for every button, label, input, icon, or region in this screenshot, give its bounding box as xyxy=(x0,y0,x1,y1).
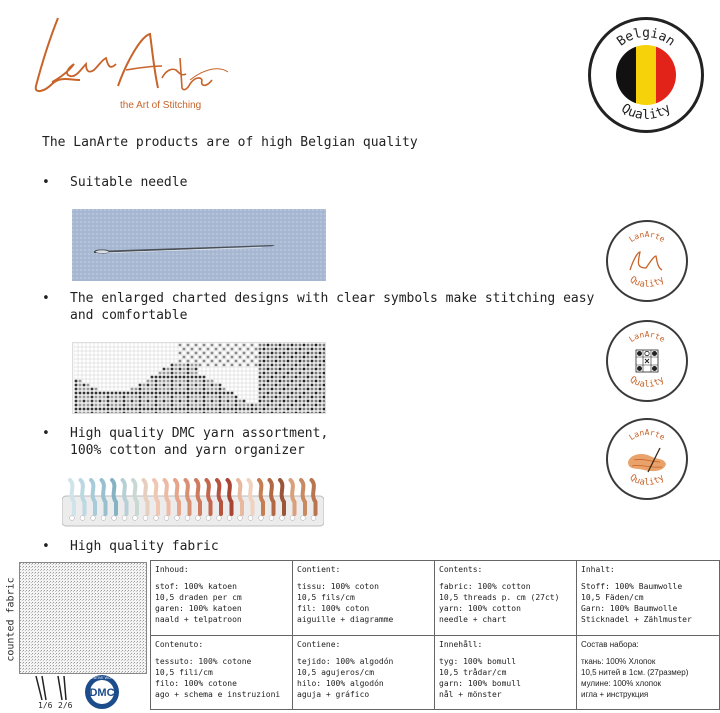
cell-line: tejido: 100% algodón xyxy=(297,657,394,666)
dmc-ring-text: CREATIVE WORLD xyxy=(86,676,118,680)
page-headline: The LanArte products are of high Belgian quality xyxy=(42,135,418,150)
cell-line: yarn: 100% cotton xyxy=(439,604,521,613)
cell-line: aguja + gráfico xyxy=(297,690,370,699)
contents-cell-it xyxy=(151,636,293,710)
badge-bottom-text: Quality xyxy=(627,274,667,290)
brand-tagline: the Art of Stitching xyxy=(120,100,202,111)
cell-line: tessuto: 100% cotone xyxy=(155,657,252,666)
cell-line: Stoff: 100% Baumwolle xyxy=(581,582,683,591)
chart-symbol-grid xyxy=(73,343,326,414)
cell-line: 10,5 draden per cm xyxy=(155,593,242,602)
bullet-dot: • xyxy=(42,175,50,190)
cell-line: игла + инструкция xyxy=(581,690,649,699)
fabric-side-label xyxy=(0,562,18,692)
cell-line: ago + schema e instruzioni xyxy=(155,690,281,699)
contents-cell-sv xyxy=(435,636,577,710)
cell-line: tyg: 100% bomull xyxy=(439,657,517,666)
contents-cell-nl xyxy=(151,561,293,636)
bullet-dot: • xyxy=(42,426,50,441)
cell-line: fabric: 100% cotton xyxy=(439,582,531,591)
badge-bottom-text: Quality xyxy=(618,101,674,123)
belgian-quality-badge xyxy=(588,17,704,133)
needle-and-dmc-icons xyxy=(28,672,150,710)
yarn-organizer-illustration xyxy=(62,478,324,533)
cell-line: nål + mönster xyxy=(439,690,502,699)
bullet-text: The enlarged charted designs with clear symbols make stitching easy and comfortable xyxy=(70,291,595,323)
quality-badge-logo xyxy=(606,220,688,302)
svg-text:LanArte xyxy=(627,230,666,244)
flag-black xyxy=(616,45,636,105)
quality-seal xyxy=(608,322,686,400)
lanarte-script-logo xyxy=(30,8,230,103)
cell-line: garn: 100% bomull xyxy=(439,679,521,688)
dmc-text: DMC xyxy=(89,687,115,699)
contents-cell-es xyxy=(293,636,435,710)
cell-line: filo: 100% cotone xyxy=(155,679,237,688)
cell-line: 10,5 fili/cm xyxy=(155,668,213,677)
cell-title: Inhoud: xyxy=(155,565,189,574)
cell-line: мулине: 100% хлопок xyxy=(581,679,662,688)
badge-top-text: LanArte xyxy=(627,428,667,443)
brand-logo xyxy=(30,8,230,118)
badge-top-text: Belgian xyxy=(614,26,678,50)
bullet-dot: • xyxy=(42,539,50,554)
cell-title: Contenuto: xyxy=(155,640,204,649)
cell-line: ткань: 100% Хлопок xyxy=(581,657,656,666)
flag-red xyxy=(656,45,676,105)
contents-table xyxy=(150,560,720,710)
cell-line: garen: 100% katoen xyxy=(155,604,242,613)
cell-line: 10,5 fils/cm xyxy=(297,593,355,602)
needle-icon xyxy=(36,676,46,700)
cell-title: Состав набора: xyxy=(581,640,639,649)
cell-title: Contient: xyxy=(297,565,341,574)
badge-top-text: LanArte xyxy=(627,230,667,245)
yarn-organizer-photo xyxy=(62,478,324,533)
cell-line: tissu: 100% coton xyxy=(297,582,379,591)
contents-cell-en xyxy=(435,561,577,636)
cell-line: 10,5 agujeros/cm xyxy=(297,668,375,677)
needle-photo xyxy=(72,209,326,281)
bullet-text: High quality fabric xyxy=(70,539,219,554)
quality-badge-yarn xyxy=(606,418,688,500)
contents-cell-ru xyxy=(577,636,720,710)
svg-text:Quality xyxy=(628,375,667,390)
cell-line: aiguille + diagramme xyxy=(297,615,394,624)
bullet-text: High quality DMC yarn assortment, 100% cotton and yarn organizer xyxy=(70,426,329,458)
cell-title: Inhalt: xyxy=(581,565,615,574)
yarn-skein-icon xyxy=(628,448,666,472)
contents-cell-fr xyxy=(293,561,435,636)
chart-symbols-icon xyxy=(636,350,658,372)
svg-text:Quality xyxy=(628,473,667,488)
quality-badge-chart xyxy=(606,320,688,402)
needle-icon xyxy=(58,676,66,700)
needle-size-2: 2/6 xyxy=(58,701,73,710)
cell-title: Contiene: xyxy=(297,640,341,649)
fabric-swatch xyxy=(19,562,147,674)
contents-cell-de xyxy=(577,561,720,636)
quality-seal xyxy=(608,222,686,300)
badge-bottom-text: Quality xyxy=(627,472,667,488)
belgian-flag-seal xyxy=(591,20,701,130)
needle-illustration xyxy=(72,209,326,281)
fabric-label-text: counted fabric xyxy=(5,577,17,662)
cell-line: 10,5 threads p. cm (27ct) xyxy=(439,593,560,602)
needle-size-icons xyxy=(28,672,150,710)
bullet-text: Suitable needle xyxy=(70,175,188,190)
badge-bottom-text: Quality xyxy=(627,374,667,390)
badge-top-text: LanArte xyxy=(627,330,667,345)
cell-line: Sticknadel + Zählmuster xyxy=(581,615,692,624)
needle-size-1: 1/6 xyxy=(38,701,53,710)
cell-line: 10,5 trådar/cm xyxy=(439,668,507,677)
svg-text:Quality xyxy=(628,275,667,290)
cell-line: fil: 100% coton xyxy=(297,604,370,613)
chart-sample xyxy=(72,342,326,414)
bullet-dot: • xyxy=(42,291,50,306)
flag-yellow xyxy=(636,45,656,105)
cell-line: 10,5 Fäden/cm xyxy=(581,593,644,602)
cell-line: hilo: 100% algodón xyxy=(297,679,384,688)
cell-line: stof: 100% katoen xyxy=(155,582,237,591)
cell-line: needle + chart xyxy=(439,615,507,624)
fabric-texture xyxy=(20,563,146,673)
cell-line: 10,5 нитей в 1см. (27размер) xyxy=(581,668,689,677)
quality-seal xyxy=(608,420,686,498)
svg-text:LanArte xyxy=(627,330,666,344)
svg-text:LanArte xyxy=(627,428,666,442)
cell-line: naald + telpatroon xyxy=(155,615,242,624)
cell-line: Garn: 100% Baumwolle xyxy=(581,604,678,613)
cell-title: Contents: xyxy=(439,565,483,574)
cell-title: Innehåll: xyxy=(439,640,483,649)
lanarte-mini-logo xyxy=(630,252,662,270)
